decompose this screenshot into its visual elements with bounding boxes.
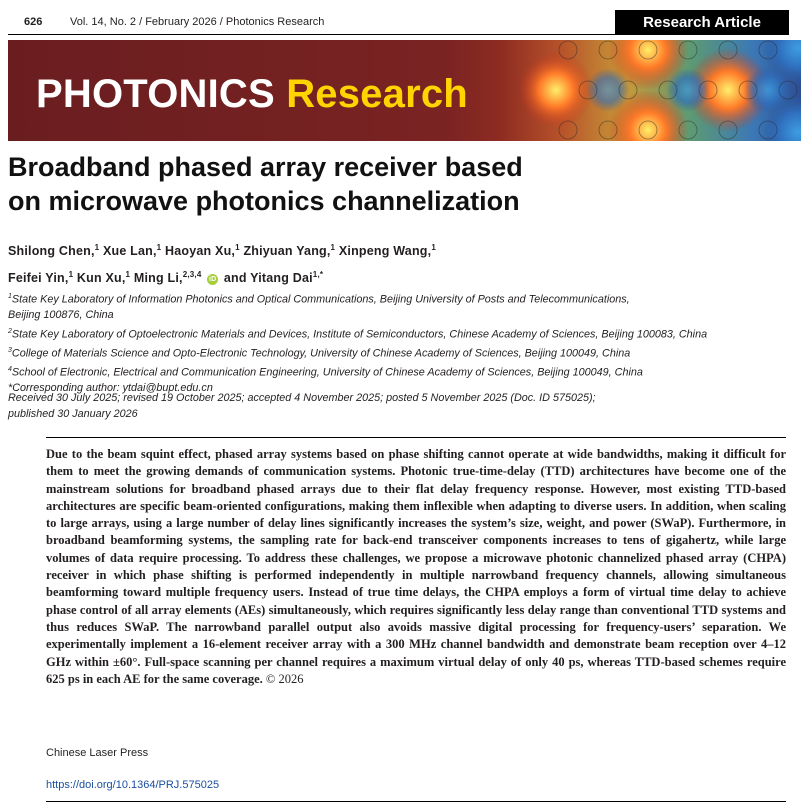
- header-rule: [8, 34, 628, 35]
- publisher: Chinese Laser Press: [46, 747, 149, 759]
- affiliation-line: [8, 343, 798, 362]
- affiliation-text: College of Materials Science and Opto-Electronic Technology, University of Chinese Academy of Sciences, Beijing 100049, China: [11, 347, 631, 360]
- affiliation-line: [8, 362, 798, 381]
- author-list: [8, 236, 788, 290]
- author-name: Haoyan Xu,: [165, 244, 236, 259]
- copyright-notice: © 2026: [265, 671, 304, 686]
- affiliation-mark: 4: [8, 366, 12, 374]
- publication-history: [8, 391, 768, 422]
- affiliation-text: School of Electronic, Electrical and Communication Engineering, University of Chinese Academy of Sciences, Beijing 100049, China: [11, 366, 643, 379]
- title-line: on microwave photonics channelization: [8, 186, 520, 216]
- history-line: Received 30 July 2025; revised 19 October 2025; accepted 4 November 2025; posted 5 November 2025 (Doc. ID 575025);: [8, 392, 596, 404]
- author-affiliation-mark: 1,*: [312, 270, 324, 280]
- abstract-bottom-rule: [46, 801, 786, 802]
- logo-word-research: Research: [286, 72, 468, 116]
- author-name: Shilong Chen,: [8, 244, 95, 259]
- author-line-1: [8, 236, 788, 263]
- author-name: Xinpeng Wang,: [338, 244, 432, 259]
- affiliation-line: [8, 308, 798, 324]
- author-name: Kun Xu,: [76, 271, 126, 286]
- affiliation-line: [8, 289, 798, 308]
- affiliations: [8, 289, 798, 397]
- affiliation-text: State Key Laboratory of Information Photonics and Optical Communications, Beijing University of Posts and Telecommunications,: [11, 293, 630, 306]
- author-line-2: [8, 263, 788, 290]
- affiliation-mark: 3: [8, 346, 12, 354]
- volume-info: Vol. 14, No. 2 / February 2026 / Photonics Research: [70, 16, 325, 28]
- abstract: [46, 446, 786, 688]
- logo-word-photonics: PHOTONICS: [36, 72, 275, 116]
- abstract-text: Due to the beam squint effect, phased array systems based on phase shifting cannot operate at wide bandwidths, making it difficult for them to meet the growing demands of communication systems. Photonic true-time-delay (TTD) architectures have become one of the mainstream solutions for broadband phased arrays due to their flat delay frequency response. However, most existing TTD-based architectures are specific beam-oriented configurations, making them inflexible when adapting to diverse users. In addition, when scaling to large arrays, using a large number of delay lines significantly increases the system’s size, weight, and power (SWaP). Furthermore, in broadband beamforming systems, the sampling rate for back-end transceiver components increases to tens of gigahertz, while large volumes of data require processing. To address these challenges, we propose a microwave photonic channelized phased array (CHPA) receiver in which phase shifting is performed independently in multiple narrowband frequency channels, allowing simultaneous beamforming toward multiple frequency users. Instead of true time delays, the CHPA employs a form of virtual time delay to achieve phase control of all array elements (AEs) simultaneously, which requires significantly less delay range than conventional TTD systems and thus reduces SWaP. The narrowband parallel output also avoids massive digital processing for frequency-users’ separation. We experimentally implement a 16-element receiver array with a 300 MHz channel bandwidth and demonstrate beam reception over 4–12 GHz within ±60°. Full-space scanning per channel requires a maximum virtual delay of only 40 ps, whereas TTD-based schemes require 625 ps in each AE for the same coverage.: [46, 447, 786, 686]
- author-affiliation-mark: 1: [156, 243, 162, 252]
- journal-banner: [8, 40, 801, 141]
- author-name: Ming Li,: [133, 271, 183, 286]
- title-line: Broadband phased array receiver based: [8, 152, 523, 182]
- author-name: Feifei Yin,: [8, 271, 69, 286]
- affiliation-mark: 1: [8, 293, 12, 300]
- author-affiliation-mark: 1: [431, 243, 436, 252]
- author-affiliation-mark: 2,3,4: [182, 270, 202, 280]
- article-title: [8, 150, 708, 218]
- author-affiliation-mark: 1: [94, 243, 100, 252]
- author-affiliation-mark: 1: [125, 270, 131, 280]
- author-affiliation-mark: 1: [235, 243, 240, 252]
- author-affiliation-mark: 1: [330, 243, 336, 252]
- author-affiliation-mark: 1: [68, 270, 74, 280]
- affiliation-line: [8, 324, 798, 343]
- author-name: Xue Lan,: [102, 244, 157, 259]
- affiliation-mark: 2: [8, 327, 12, 335]
- article-type-badge: Research Article: [615, 10, 789, 35]
- affiliation-text: State Key Laboratory of Optoelectronic Materials and Devices, Institute of Semiconductors, Chinese Academy of Sciences, Beijing 100083, China: [11, 328, 708, 341]
- history-line: published 30 January 2026: [8, 407, 138, 420]
- orcid-icon[interactable]: iD: [208, 276, 217, 284]
- journal-logo: [36, 72, 468, 116]
- page-number: 626: [24, 16, 43, 28]
- affiliation-text: *Corresponding author: ytdai@bupt.edu.cn: [8, 382, 213, 395]
- author-name: Zhiyuan Yang,: [243, 244, 331, 259]
- author-name: and Yitang Dai: [223, 271, 313, 286]
- journal-header: [0, 0, 801, 38]
- affiliation-text: Beijing 100876, China: [8, 309, 114, 322]
- abstract-top-rule: [46, 437, 786, 438]
- doi-link[interactable]: https://doi.org/10.1364/PRJ.575025: [46, 779, 220, 791]
